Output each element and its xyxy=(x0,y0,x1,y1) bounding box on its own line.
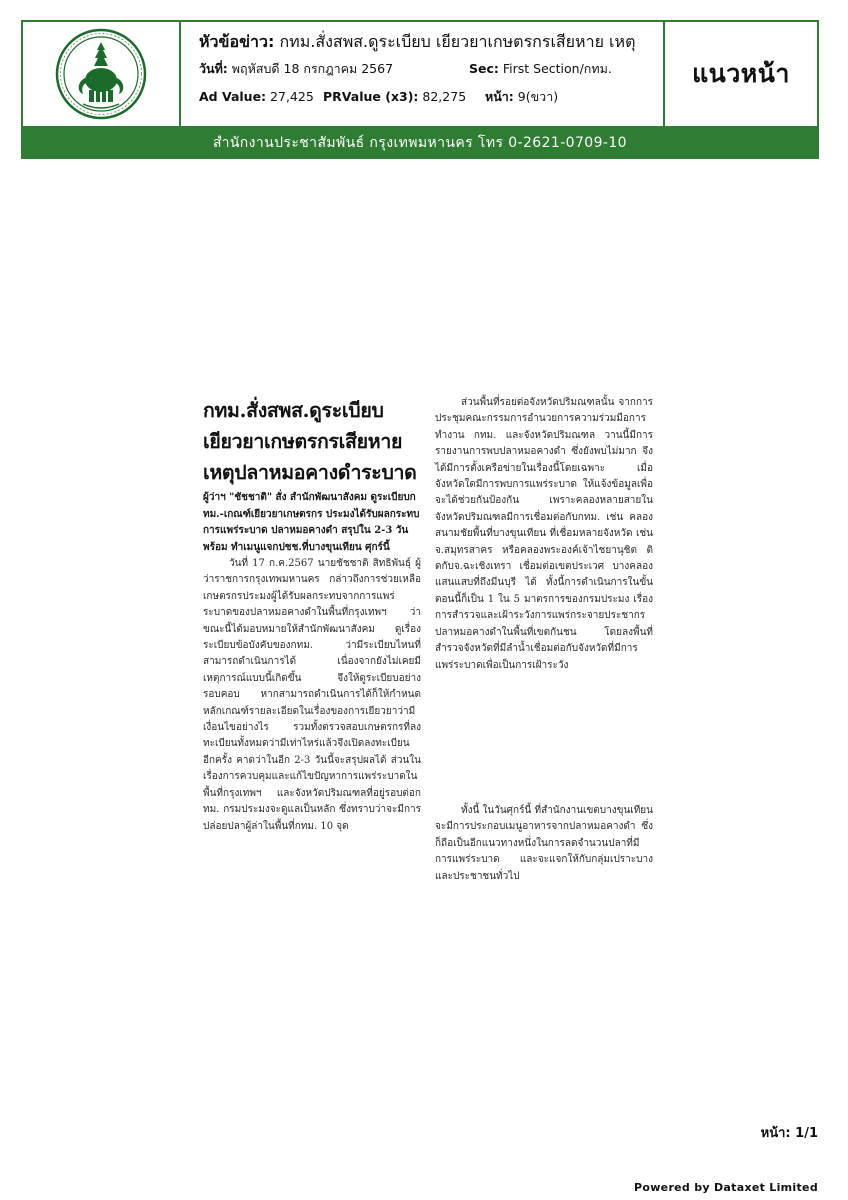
article-column-left xyxy=(203,395,421,832)
value-row xyxy=(199,87,663,107)
page-label: หน้า: xyxy=(485,89,514,104)
headline-text: กทม.สั่งสพส.ดูระเบียบ เยียวยาเกษตรกรเสียหาย เหตุ xyxy=(279,32,636,51)
ad-value: 27,425 xyxy=(270,89,314,104)
page-counter: หน้า: 1/1 xyxy=(760,1126,818,1141)
ad-value-field xyxy=(199,87,323,107)
publication-cell xyxy=(665,22,817,126)
logo-cell xyxy=(23,22,181,126)
pr-value-label: PRValue (x3): xyxy=(323,89,419,104)
page-value: 9(ขวา) xyxy=(517,89,559,104)
date-sec-row xyxy=(199,59,663,79)
sec-label: Sec: xyxy=(469,61,499,76)
date-value: พฤหัสบดี 18 กรกฎาคม 2567 xyxy=(231,61,394,76)
ad-value-label: Ad Value: xyxy=(199,89,267,104)
pr-office-banner: สำนักงานประชาสัมพันธ์ กรุงเทพมหานคร โทร 0-2621-0709-10 xyxy=(21,128,819,159)
headline-label: หัวข้อข่าว: xyxy=(199,32,275,51)
clipping-header xyxy=(21,20,819,128)
date-field xyxy=(199,59,469,79)
publication-name: แนวหน้า xyxy=(692,59,790,88)
headline-row xyxy=(199,30,663,54)
powered-by: Powered by Dataxet Limited xyxy=(634,1181,818,1194)
page-field xyxy=(485,87,558,107)
article-lead: ผู้ว่าฯ "ชัชชาติ" สั่ง สำนักพัฒนาสังคม ดูระเบียบกทม.-เกณฑ์เยียวยาเกษตรกร ประมงได้รับผลกระทบการแพร่ระบาด ปลาหมอคางดำ สรุปใน 2-3 วัน พร้อม ทำเมนูแจกปชช.ที่บางขุนเทียน ศุกร์นี้ xyxy=(203,492,420,553)
pr-value-field xyxy=(323,87,485,107)
article-paragraph-3: ทั้งนี้ ในวันศุกร์นี้ ที่สำนักงานเขตบางขุนเทียนจะมีการประกอบเมนูอาหารจากปลาหมอคางดำ ซึ่งก็ถือเป็นอีกแนวทางหนึ่งในการลดจำนวนปลาที่มีการแพร่ระบาด และจะแจกให้กับกลุ่มเปราะบางและประชาชนทั่วไป xyxy=(435,805,653,882)
bma-seal-icon xyxy=(55,28,147,120)
article-title: กทม.สั่งสพส.ดูระเบียบ เยียวยาเกษตรกรเสียหาย เหตุปลาหมอคางดำระบาด xyxy=(203,399,417,484)
article-column-right xyxy=(435,395,653,885)
article-paragraph-1: วันที่ 17 ก.ค.2567 นายชัชชาติ สิทธิพันธุ์ ผู้ว่าราชการกรุงเทพมหานคร กล่าวถึงการช่วยเหลือเกษตรกรประมงผู้ได้รับผลกระทบจากการแพร่ระบาดของปลาหมอคางดำในพื้นที่กรุงเทพฯ ว่า ขณะนี้ได้มอบหมายให้สำนักพัฒนาสังคม ดูเรื่องระเบียบข้อบังคับของกทม. ว่ามีระเบียบไหนที่สามารถดำเนินการได้ เนื่องจากยังไม่เคยมีเหตุการณ์แบบนี้เกิดขึ้น จึงให้ดูระเบียบอย่างรอบคอบ หากสามารถดำเนินการได้ก็ให้กำหนดหลักเกณฑ์รายละเอียดในเรื่องของการเยียวยาว่ามีเงื่อนไขอย่างไร รวมทั้งตรวจสอบเกษตรกรที่ลงทะเบียนทั้งหมดว่ามีเท่าไหร่แล้วจึงเปิดลงทะเบียนอีกครั้ง คาดว่าในอีก 2-3 วันนี้จะสรุปผลได้ ส่วนในเรื่องการควบคุมและแก้ไขปัญหาการแพร่ระบาดในพื้นที่กรุงเทพฯ และจังหวัดปริมณฑลที่อยู่รอบต่อกทม. กรมประมงจะดูแลเป็นหลัก ซึ่งทราบว่าจะมีการปล่อยปลาผู้ล่าในพื้นที่กทม. 10 จุด xyxy=(203,558,421,832)
pr-value: 82,275 xyxy=(422,89,467,104)
header-info xyxy=(181,22,665,126)
sec-field xyxy=(469,59,612,79)
sec-value: First Section/กทม. xyxy=(502,61,612,76)
article-paragraph-2: ส่วนพื้นที่รอยต่อจังหวัดปริมณฑลนั้น จากการประชุมคณะกรรมการอำนวยการความร่วมมือการทำงาน กทม. และจังหวัดปริมณฑล วานนี้มีการรายงานการพบปลาหมอคางดำ ซึ่งยังพบไม่มาก จึงได้มีการตั้งเครือข่ายในเรื่องนี้โดยเฉพาะ เมื่อจังหวัดใดมีการพบการแพร่ระบาด ให้แจ้งข้อมูลเพื่อจะได้ช่วยกันป้องกัน เพราะคลองหลายสายในจังหวัดปริมณฑลมีการเชื่อมต่อกับกทม. เช่น คลองสนามชัยพื้นที่บางขุนเทียน ที่เชื่อมหลายจังหวัด เช่น จ.สมุทรสาคร หรือคลองพระองค์เจ้าไชยานุชิต ติดกับจ.ฉะเชิงเทรา เชื่อมต่อเขตประเวศ บางคลองแสนแสบที่ถึงมีนบุรี ได้ ทั้งนี้การดำเนินการในขั้นตอนนี้ก็เป็น 1 ใน 5 มาตรการของกรมประมง เรื่องการสำรวจและเฝ้าระวังการแพร่กระจายประชากรปลาหมอคางดำในพื้นที่เขตกันชน โดยลงพื้นที่สำรวจจังหวัดที่มีลำน้ำเชื่อมต่อกับจังหวัดที่มีการแพร่ระบาดเพื่อเป็นการเฝ้าระวัง xyxy=(435,397,653,671)
date-label: วันที่: xyxy=(199,61,228,76)
article-clipping xyxy=(203,395,655,920)
